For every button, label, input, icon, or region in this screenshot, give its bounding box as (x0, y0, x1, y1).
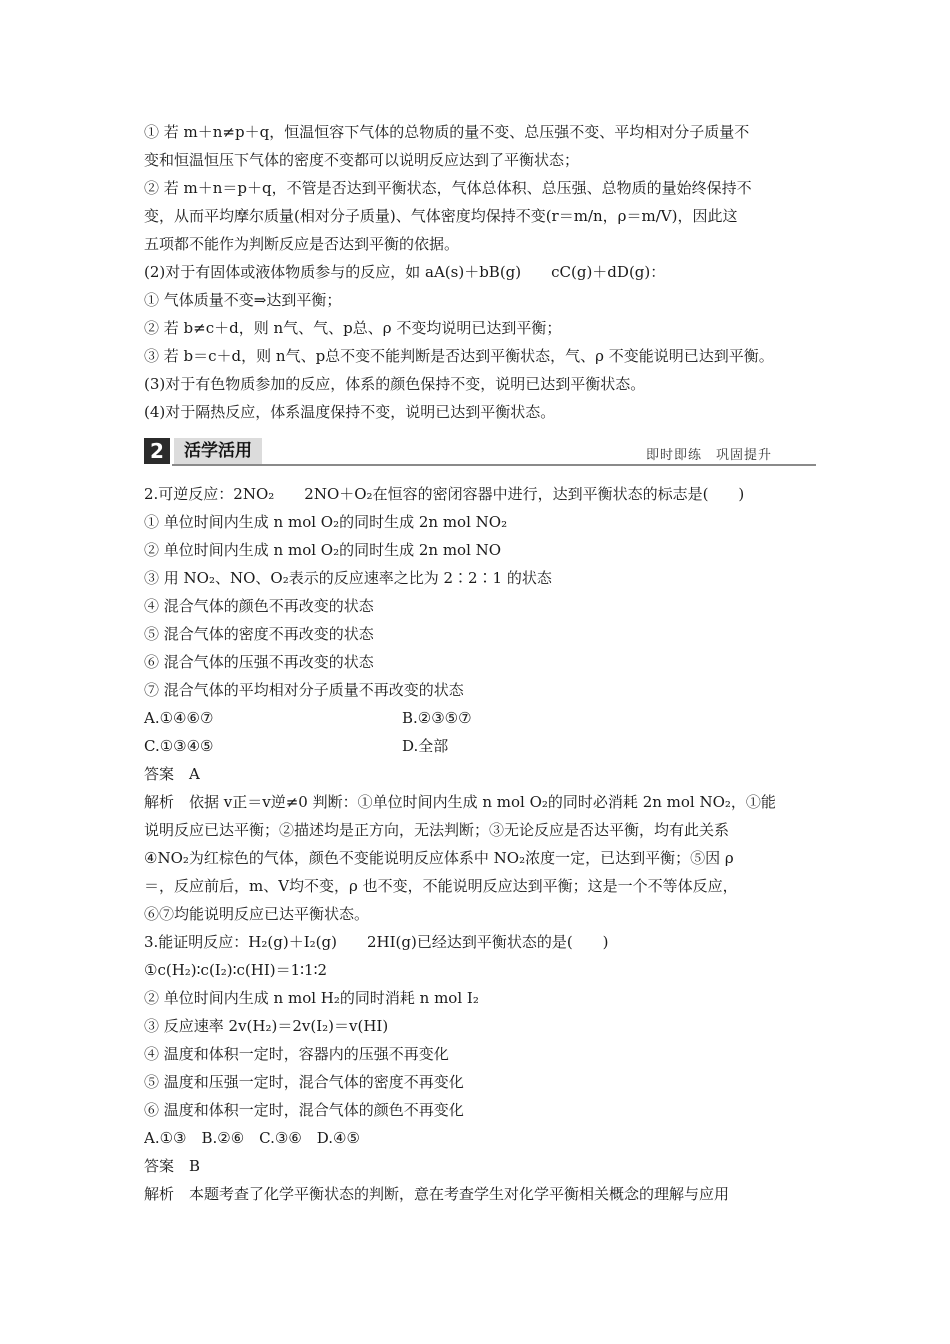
analysis-line: 说明反应已达平衡；②描述均是正方向，无法判断；③无论反应是否达平衡，均有此关系 (144, 821, 730, 839)
analysis-line: 解析 依据 v正＝v逆≠0 判断：①单位时间内生成 n mol O₂的同时必消耗 2n mol NO₂，①能 (144, 793, 776, 811)
text-line: ② 若 m＋n＝p＋q，不管是否达到平衡状态，气体总体积、总压强、总物质的量始终保持不 (144, 179, 752, 197)
banner-title: 活学活用 (174, 438, 262, 464)
section-banner (144, 432, 816, 468)
question-item: ⑥ 混合气体的压强不再改变的状态 (144, 653, 374, 671)
option-a: A.①④⑥⑦ (144, 709, 214, 727)
question-stem: 2.可逆反应：2NO₂ 2NO＋O₂在恒容的密闭容器中进行，达到平衡状态的标志是( ) (144, 485, 745, 503)
banner-rule (172, 464, 816, 466)
option-b: B.②③⑤⑦ (402, 709, 472, 727)
option-c: C.①③④⑤ (144, 737, 214, 755)
option-d: D.全部 (402, 737, 449, 755)
text-line: ② 若 b≠c＋d，则 n气、气、p总、ρ 不变均说明已达到平衡； (144, 319, 562, 337)
question-item: ⑤ 混合气体的密度不再改变的状态 (144, 625, 374, 643)
text-line: ① 气体质量不变⇒达到平衡； (144, 291, 342, 309)
question-item: ④ 混合气体的颜色不再改变的状态 (144, 597, 374, 615)
text-line: 变，从而平均摩尔质量(相对分子质量)、气体密度均保持不变(r＝m/n，ρ＝m/V)，因此这 (144, 207, 738, 225)
question-item: ⑥ 温度和体积一定时，混合气体的颜色不再变化 (144, 1101, 464, 1119)
analysis-line: ＝，反应前后，m、V均不变，ρ 也不变，不能说明反应达到平衡；这是一个不等体反应， (144, 877, 738, 895)
question-item: ⑤ 温度和压强一定时，混合气体的密度不再变化 (144, 1073, 464, 1091)
question-3 (144, 928, 816, 1208)
question-item: ② 单位时间内生成 n mol O₂的同时生成 2n mol NO (144, 541, 502, 559)
question-item: ⑦ 混合气体的平均相对分子质量不再改变的状态 (144, 681, 464, 699)
question-item: ① 单位时间内生成 n mol O₂的同时生成 2n mol NO₂ (144, 513, 508, 531)
section1-text (144, 118, 816, 426)
document-page (144, 118, 816, 1208)
analysis-line: 解析 本题考查了化学平衡状态的判断，意在考查学生对化学平衡相关概念的理解与应用 (144, 1185, 730, 1203)
analysis-line: ④NO₂为红棕色的气体，颜色不变能说明反应体系中 NO₂浓度一定，已达到平衡；⑤因 ρ (144, 849, 734, 867)
text-line: (3)对于有色物质参加的反应，体系的颜色保持不变，说明已达到平衡状态。 (144, 375, 646, 393)
text-line: ③ 若 b＝c＋d，则 n气、p总不变不能判断是否达到平衡状态，气、ρ 不变能说明已达到平衡。 (144, 347, 774, 365)
text-line: (2)对于有固体或液体物质参与的反应，如 aA(s)＋bB(g) cC(g)＋dD(g)： (144, 263, 666, 281)
text-line: 五项都不能作为判断反应是否达到平衡的依据。 (144, 235, 460, 253)
question-item: ③ 用 NO₂、NO、O₂表示的反应速率之比为 2∶2∶1 的状态 (144, 569, 552, 587)
banner-number: 2 (144, 438, 170, 464)
options-line: A.①③ B.②⑥ C.③⑥ D.④⑤ (144, 1129, 360, 1147)
question-2 (144, 480, 816, 928)
question-stem: 3.能证明反应：H₂(g)＋I₂(g) 2HI(g)已经达到平衡状态的是( ) (144, 933, 609, 951)
answer: 答案 B (144, 1157, 201, 1175)
text-line: (4)对于隔热反应，体系温度保持不变，说明已达到平衡状态。 (144, 403, 556, 421)
question-item: ①c(H₂)∶c(I₂)∶c(HI)＝1∶1∶2 (144, 961, 328, 979)
question-item: ② 单位时间内生成 n mol H₂的同时消耗 n mol I₂ (144, 989, 479, 1007)
banner-subtitle: 即时即练 巩固提升 (645, 448, 772, 463)
analysis-line: ⑥⑦均能说明反应已达平衡状态。 (144, 905, 370, 923)
text-line: ① 若 m＋n≠p＋q，恒温恒容下气体的总物质的量不变、总压强不变、平均相对分子质量不 (144, 123, 750, 141)
question-item: ③ 反应速率 2v(H₂)＝2v(I₂)＝v(HI) (144, 1017, 389, 1035)
question-item: ④ 温度和体积一定时，容器内的压强不再变化 (144, 1045, 449, 1063)
answer: 答案 A (144, 765, 200, 783)
text-line: 变和恒温恒压下气体的密度不变都可以说明反应达到了平衡状态； (144, 151, 580, 169)
options-row (144, 732, 816, 760)
options-row (144, 704, 816, 732)
